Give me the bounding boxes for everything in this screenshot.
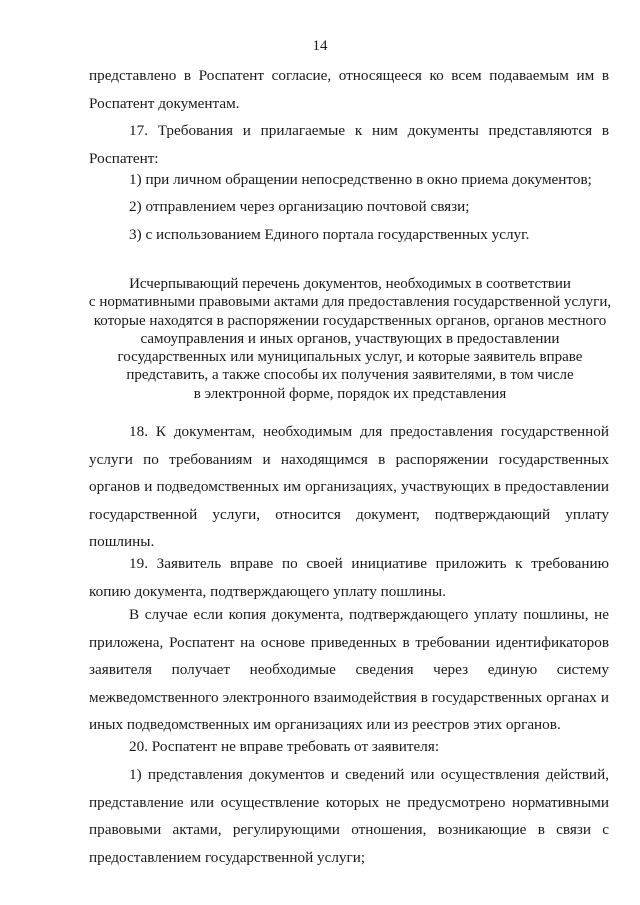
paragraph-consent: представлено в Роспатент согласие, относящееся ко всем подаваемым им в Роспатент документам. <box>89 67 609 112</box>
paragraph-19: 19. Заявитель вправе по своей инициативе приложить к требованию копию документа, подтверждающего уплату пошлины. <box>89 555 609 600</box>
list-item-17-3: 3) с использованием Единого портала государственных услуг. <box>129 226 530 243</box>
heading-line: представить, а также способы их получения заявителями, в том числе <box>126 367 574 384</box>
paragraph-20: 20. Роспатент не вправе требовать от заявителя: <box>129 738 440 755</box>
list-item-17-2: 2) отправлением через организацию почтовой связи; <box>129 198 470 215</box>
section-heading <box>80 275 620 403</box>
paragraph-20-item-1: 1) представления документов и сведений или осуществления действий, представление или осуществление которых не предусмотрено нормативными правовыми актами, регулирующими отношения, возникающие в связи с предоставлением государственной услуги; <box>89 766 609 866</box>
heading-line: самоуправления и иных органов, участвующих в предоставлении <box>140 330 560 347</box>
page-number: 14 <box>312 38 328 54</box>
paragraph-17: 17. Требования и прилагаемые к ним документы представляются в Роспатент: <box>89 122 609 167</box>
paragraph-19-continued: В случае если копия документа, подтверждающего уплату пошлины, не приложена, Роспатент на основе приведенных в требовании идентификаторов заявителя получает необходимые сведения через единую систему межведомственного электронного взаимодействия в государственных органах и иных подведомственных им организациях или из реестров этих органов. <box>89 606 609 733</box>
heading-line: которые находятся в распоряжении государственных органов, органов местного <box>93 312 607 329</box>
heading-line: Исчерпывающий перечень документов, необходимых в соответствии <box>129 276 571 292</box>
paragraph-18: 18. К документам, необходимым для предоставления государственной услуги по требованиям и находящимся в распоряжении государственных органов и подведомственных им организациях, участвующих в предоставлении государственной услуги, относится документ, подтверждающий уплату пошлины. <box>89 423 609 550</box>
list-item-17-1: 1) при личном обращении непосредственно в окно приема документов; <box>129 171 592 188</box>
heading-line: с нормативными правовыми актами для предоставления государственной услуги, <box>88 294 612 311</box>
heading-line: в электронной форме, порядок их представления <box>193 385 507 402</box>
heading-line: государственных или муниципальных услуг, и которые заявитель вправе <box>117 349 583 366</box>
